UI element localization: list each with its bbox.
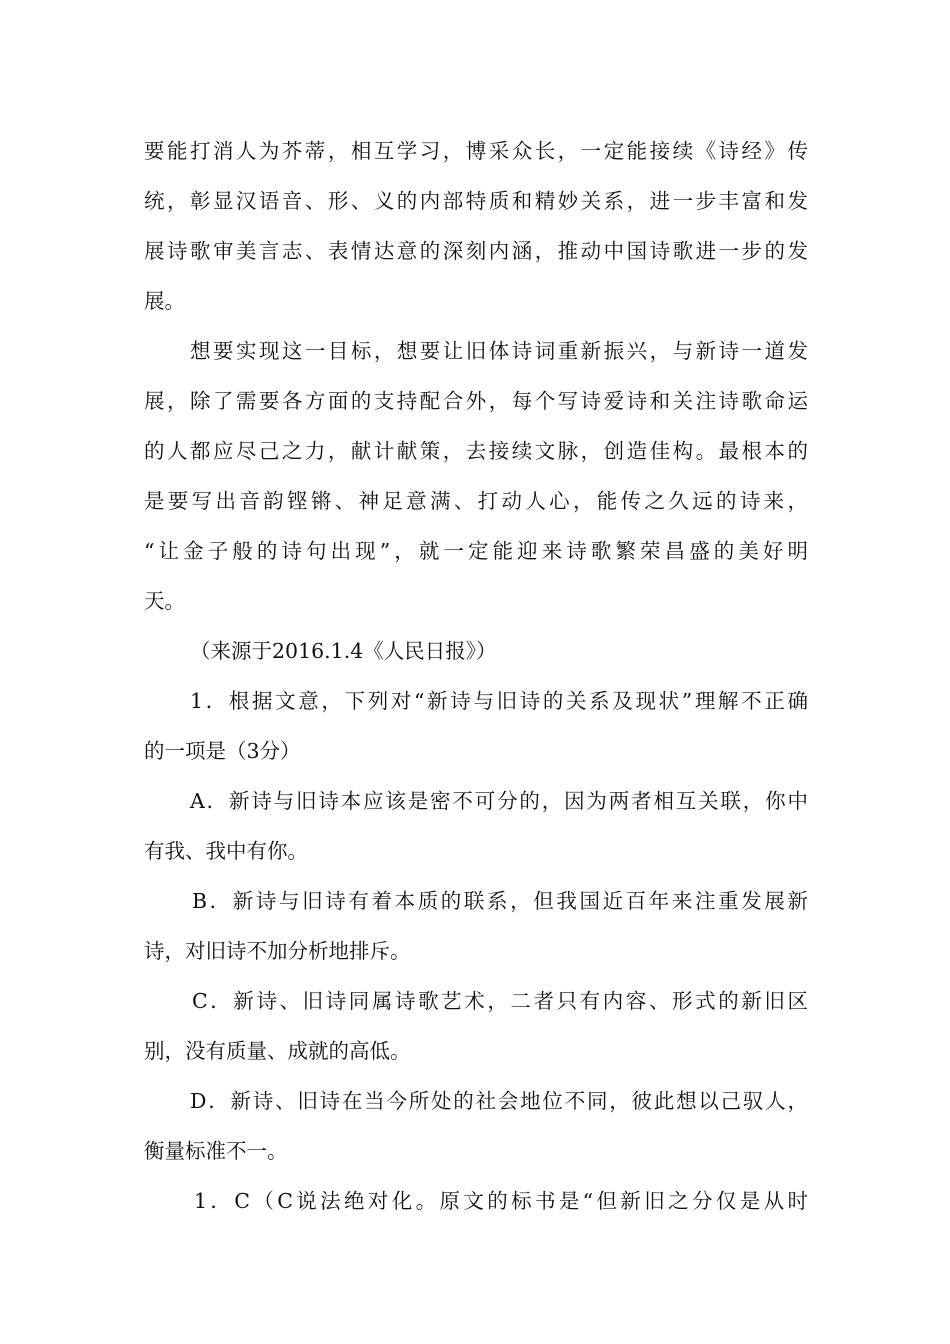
option-line: 有我、我中有你。 (144, 839, 308, 863)
option-b (144, 876, 808, 976)
text-line: 想要实现这一目标，想要让旧体诗词重新振兴，与新诗一道发 (190, 339, 808, 363)
question-stem: 1．根据文意，下列对“新诗与旧诗的关系及现状”理解不正确 (190, 689, 808, 713)
text-line: 展诗歌审美言志、表情达意的深刻内涵，推动中国诗歌进一步的发 (144, 239, 808, 263)
option-line: B．新诗与旧诗有着本质的联系，但我国近百年来注重发展新 (192, 889, 808, 913)
text-line: 是要写出音韵铿锵、神足意满、打动人心，能传之久远的诗来， (144, 489, 808, 513)
source-citation: （来源于2016.1.4《人民日报》） (190, 639, 497, 663)
option-d (144, 1076, 808, 1176)
question-1 (144, 676, 808, 1176)
option-line: 诗，对旧诗不加分析地排斥。 (144, 939, 411, 963)
question-stem: 的一项是（3分） (144, 739, 301, 763)
paragraph-2 (144, 326, 808, 626)
text-line: “让金子般的诗句出现”，就一定能迎来诗歌繁荣昌盛的美好明 (144, 539, 808, 563)
option-c (144, 976, 808, 1076)
text-line: 展，除了需要各方面的支持配合外，每个写诗爱诗和关注诗歌命运 (144, 389, 808, 413)
answer-line: 1．C（C说法绝对化。原文的标书是“但新旧之分仅是从时 (194, 1189, 808, 1213)
option-line: A．新诗与旧诗本应该是密不可分的，因为两者相互关联，你中 (190, 789, 808, 813)
text-line: 统，彰显汉语音、形、义的内部特质和精妙关系，进一步丰富和发 (144, 189, 808, 213)
option-line: D．新诗、旧诗在当今所处的社会地位不同，彼此想以己驭人， (190, 1089, 808, 1113)
text-line: 要能打消人为芥蒂，相互学习，博采众长，一定能接续《诗经》传 (144, 139, 808, 163)
text-line: 天。 (144, 589, 185, 613)
option-a (144, 776, 808, 876)
text-line: 的人都应尽己之力，献计献策，去接续文脉，创造佳构。最根本的 (144, 439, 808, 463)
document-page (144, 126, 808, 1226)
paragraph-1 (144, 126, 808, 326)
option-line: C．新诗、旧诗同属诗歌艺术，二者只有内容、形式的新旧区 (192, 989, 808, 1013)
text-line: 展。 (144, 289, 185, 313)
option-line: 衡量标准不一。 (144, 1139, 288, 1163)
option-line: 别，没有质量、成就的高低。 (144, 1039, 411, 1063)
